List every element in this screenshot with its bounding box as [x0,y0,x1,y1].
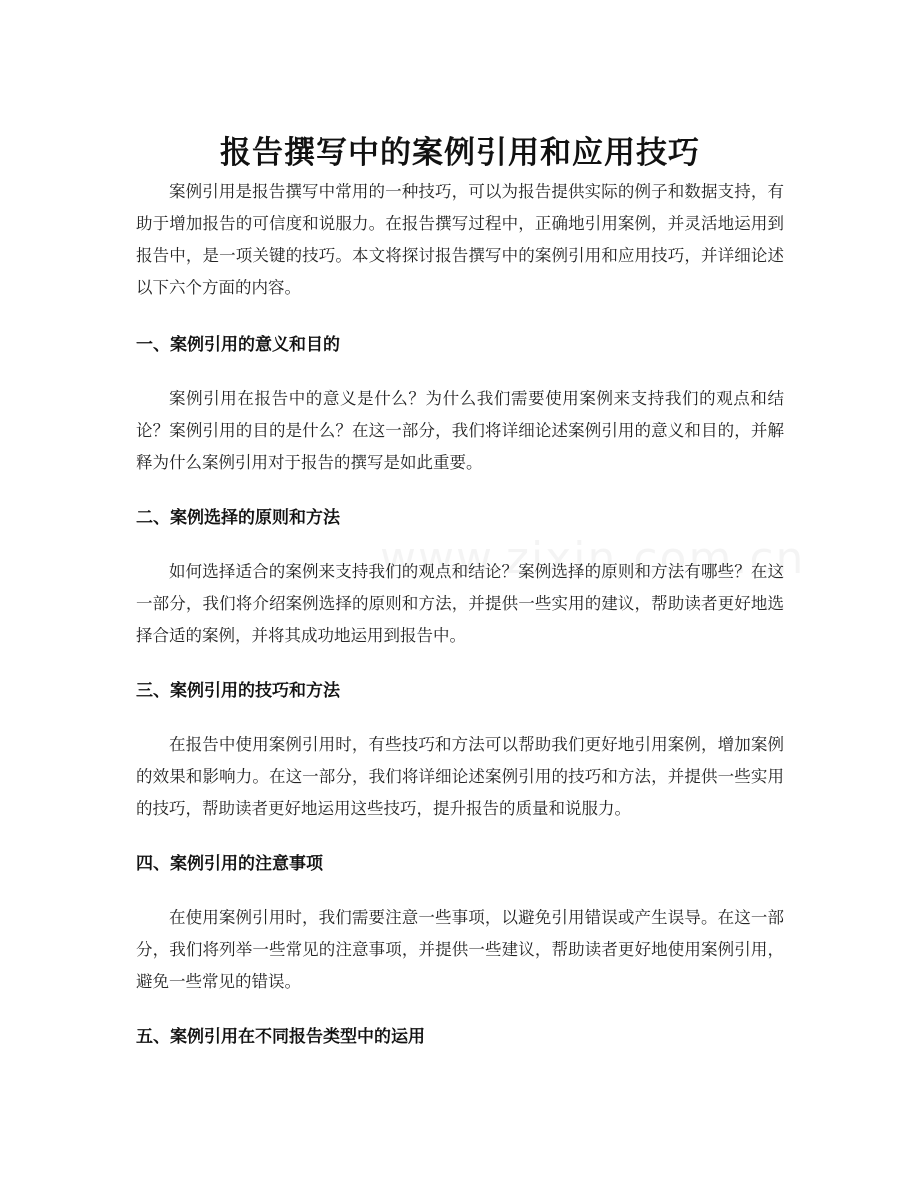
section-heading: 三、案例引用的技巧和方法 [136,681,340,701]
section-heading: 四、案例引用的注意事项 [136,854,323,874]
section-paragraph: 在报告中使用案例引用时，有些技巧和方法可以帮助我们更好地引用案例，增加案例的效果和影响力。在这一部分，我们将详细论述案例引用的技巧和方法，并提供一些实用的技巧，帮助读者更好地运用这些技巧，提升报告的质量和说服力。 [136,735,784,818]
section-heading: 一、案例引用的意义和目的 [136,335,340,355]
section-heading: 五、案例引用在不同报告类型中的运用 [136,1027,425,1047]
section-paragraph: 如何选择适合的案例来支持我们的观点和结论？案例选择的原则和方法有哪些？在这一部分，我们将介绍案例选择的原则和方法，并提供一些实用的建议，帮助读者更好地选择合适的案例，并将其成功地运用到报告中。 [136,562,784,645]
document-title: 报告撰写中的案例引用和应用技巧 [220,134,700,171]
section-paragraph: 在使用案例引用时，我们需要注意一些事项，以避免引用错误或产生误导。在这一部分，我们将列举一些常见的注意事项，并提供一些建议，帮助读者更好地使用案例引用，避免一些常见的错误。 [136,908,784,991]
section-heading: 二、案例选择的原则和方法 [136,508,340,528]
intro-paragraph: 案例引用是报告撰写中常用的一种技巧，可以为报告提供实际的例子和数据支持，有助于增加报告的可信度和说服力。在报告撰写过程中，正确地引用案例，并灵活地运用到报告中，是一项关键的技巧。本文将探讨报告撰写中的案例引用和应用技巧，并详细论述以下六个方面的内容。 [136,182,784,297]
document-body [136,176,784,1075]
section-paragraph: 案例引用在报告中的意义是什么？为什么我们需要使用案例来支持我们的观点和结论？案例引用的目的是什么？在这一部分，我们将详细论述案例引用的意义和目的，并解释为什么案例引用对于报告的撰写是如此重要。 [136,389,784,472]
